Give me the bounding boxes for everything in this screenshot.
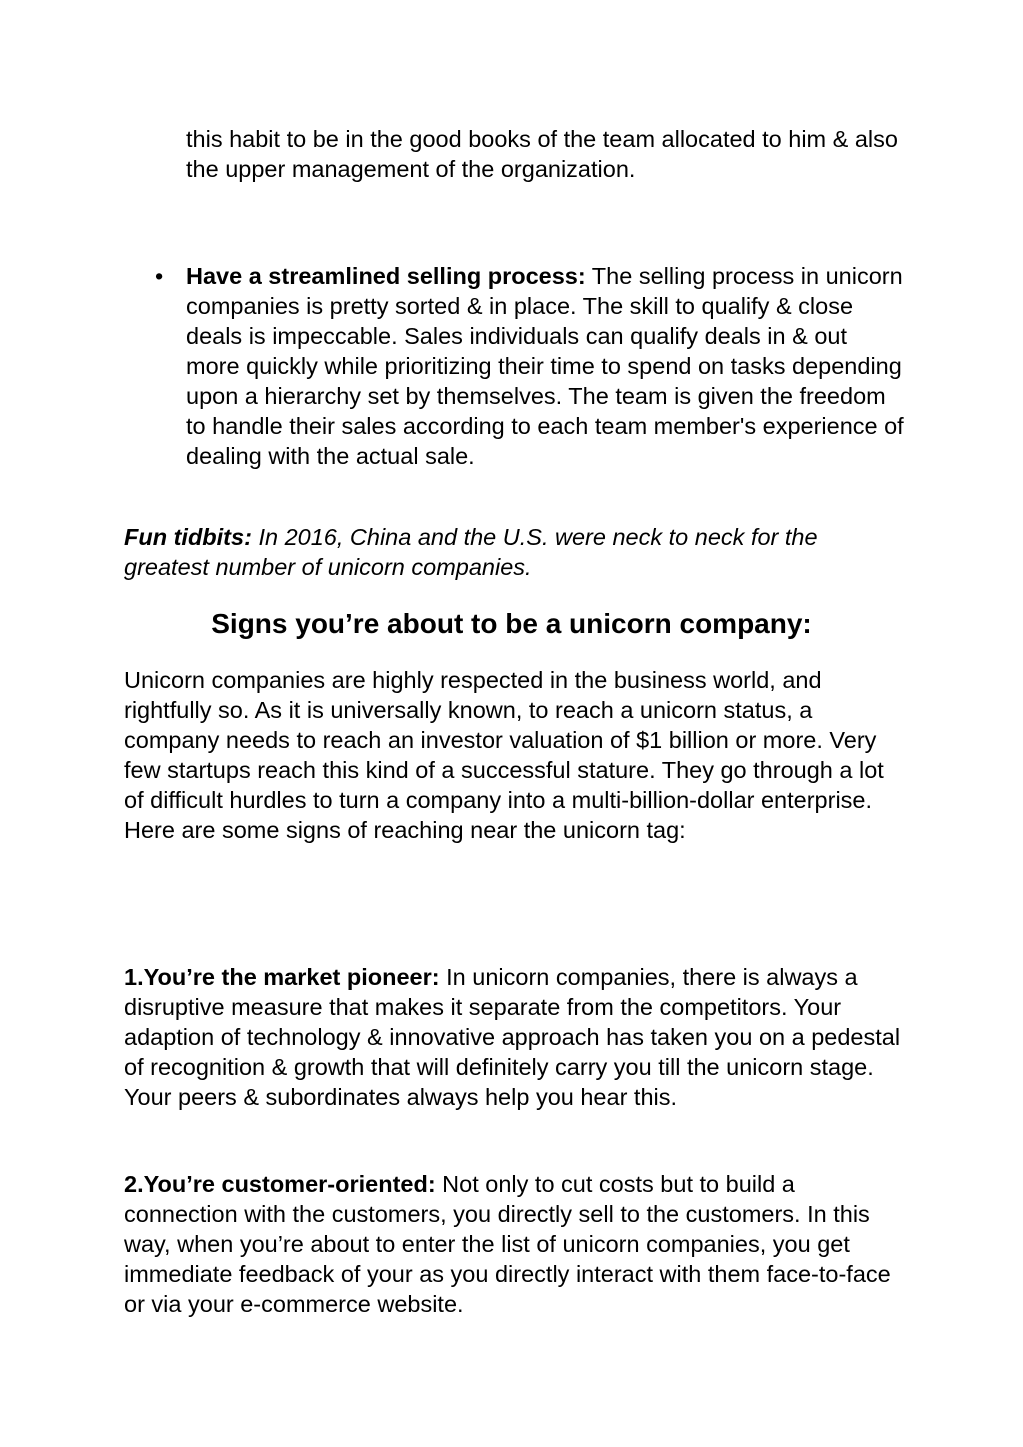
point-text: Not only to cut costs but to build a connection with the customers, you directly sell to the customers. In this way, when you’re about to enter the list of unicorn companies, you get immediate feedback of your as you directly interact with them face-to-face or via your e-commerce website. [124, 1171, 891, 1317]
fun-tidbits [124, 522, 899, 582]
bullet-text: The selling process in unicorn companies is pretty sorted & in place. The skill to qualify & close deals is impeccable. Sales individuals can qualify deals in & out more quickly while prioritizing their time to spend on tasks depending upon a hierarchy set by themselves. The team is given the freedom to handle their sales according to each team member's experience of dealing with the actual sale. [186, 263, 904, 469]
bullet-list [155, 261, 906, 471]
fun-tidbits-text: In 2016, China and the U.S. were neck to neck for the greatest number of unicorn companies. [124, 524, 818, 580]
fun-tidbits-label: Fun tidbits: [124, 524, 252, 550]
point-text: In unicorn companies, there is always a disruptive measure that makes it separate from the competitors. Your adaption of technology & innovative approach has taken you on a pedestal of recognition & growth that will definitely carry you till the unicorn stage. Your peers & subordinates always help you hear this. [124, 964, 901, 1110]
point-market-pioneer [124, 962, 904, 1112]
section-heading: Signs you’re about to be a unicorn company: [211, 608, 812, 639]
intro-paragraph: Unicorn companies are highly respected in the business world, and rightfully so. As it is universally known, to reach a unicorn status, a company needs to reach an investor valuation of $1 billion or more. Very few startups reach this kind of a successful stature. They go through a lot of difficult hurdles to turn a company into a multi-billion-dollar enterprise. Here are some signs of reaching near the unicorn tag: [124, 667, 884, 843]
bullet-marker: • [155, 263, 164, 289]
continued-paragraph: this habit to be in the good books of the team allocated to him & also the upper management of the organization. [186, 126, 898, 182]
bullet-item [155, 261, 906, 471]
point-title: 1.You’re the market pioneer: [124, 964, 440, 990]
bullet-title: Have a streamlined selling process: [186, 263, 586, 289]
point-title: 2.You’re customer-oriented: [124, 1171, 436, 1197]
point-customer-oriented [124, 1169, 904, 1319]
